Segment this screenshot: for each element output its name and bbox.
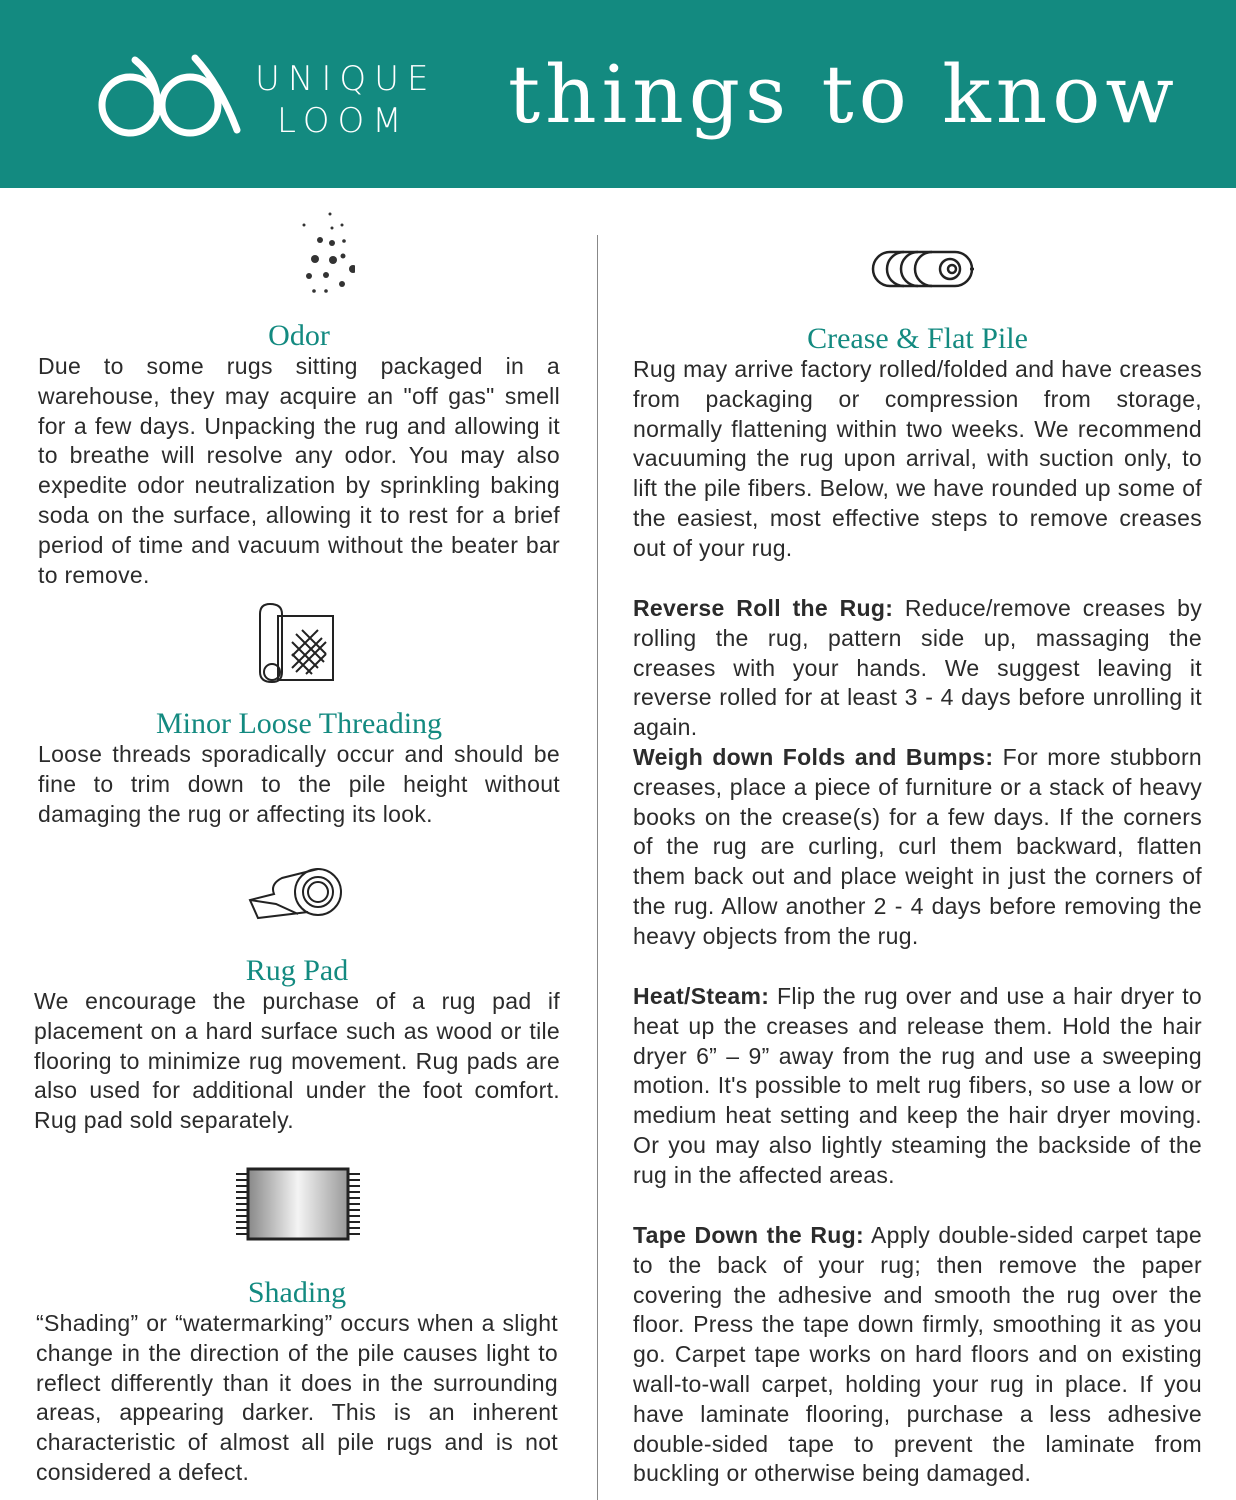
- section-shading: [36, 1277, 558, 1488]
- brand-line-1: UNIQUE: [255, 59, 437, 99]
- step-text: Flip the rug over and use a hair dryer to heat up the creases and release them. Hold the hair dryer 6” – 9” away from the rug and use a sweeping motion. It's possible to melt rug fibers, so use a low or medium heat setting and keep the hair dryer moving. Or you may also lightly steaming the backside of the rug in the affected areas.: [633, 983, 1202, 1188]
- step-text: Reduce/remove creases by rolling the rug, pattern side up, massaging the creases with your hands. We suggest leaving it reverse rolled for at least 3 - 4 days before unrolling it again.: [633, 595, 1202, 741]
- brand-line-2: LOOM: [277, 101, 410, 141]
- section-odor: [38, 320, 560, 590]
- section-text: We encourage the purchase of a rug pad if placement on a hard surface such as wood or tile flooring to minimize rug movement. Rug pads are also used for additional under the foot comfort. Rug pad sold separately.: [34, 988, 560, 1134]
- shaded-rug-icon: [234, 1166, 362, 1242]
- header-banner: [0, 0, 1236, 188]
- page-title: things to know: [508, 48, 1179, 141]
- step-text: Apply double-sided carpet tape to the back of your rug; then remove the paper covering the adhesive and smooth the rug over the floor. Press the tape down firmly, smoothing it as you go. Carpet tape works on hard floors and on existing wall-to-wall carpet, holding your rug in place. If you have laminate flooring, purchase a less adhesive double-sided tape to prevent the laminate from buckling or otherwise being damaged.: [633, 1222, 1202, 1487]
- rolled-rugs-icon: [870, 248, 976, 290]
- step-label: Reverse Roll the Rug:: [633, 595, 894, 621]
- unique-loom-logo-icon: [95, 50, 245, 140]
- step-tape-down: [633, 1221, 1202, 1489]
- section-intro: Rug may arrive factory rolled/folded and have creases from packaging or compression from storage, normally flattening within two weeks. We recommend vacuuming the rug upon arrival, with suction only, to lift the pile fibers. Below, we have rounded up some of the easiest, most effective steps to remove creases out of your rug.: [633, 356, 1202, 561]
- step-label: Tape Down the Rug:: [633, 1222, 864, 1248]
- rug-pad-roll-icon: [248, 866, 344, 922]
- rolled-rug-threads-icon: [256, 602, 336, 684]
- section-text: Due to some rugs sitting packaged in a warehouse, they may acquire an "off gas" smell for a few days. Unpacking the rug and allowing it to breathe will resolve any odor. You may also expedite odor neutralization by sprinkling baking soda on the surface, allowing it to rest for a brief period of time and vacuum without the beater bar to remove.: [38, 353, 560, 588]
- section-heading: Minor Loose Threading: [155, 707, 443, 740]
- step-text: For more stubborn creases, place a piece of furniture or a stack of heavy books on the crease(s) for a few days. If the corners of the rug are curling, curl them backward, flatten them back out and place weight in just the corners of the rug. Allow another 2 - 4 days before removing the heavy objects from the rug.: [633, 744, 1202, 949]
- section-heading: Crease & Flat Pile: [807, 322, 1028, 355]
- section-rug-pad: [34, 955, 560, 1136]
- section-heading: Shading: [247, 1276, 347, 1309]
- step-weigh-down: [633, 743, 1202, 952]
- dots-odor-icon: [280, 208, 355, 298]
- section-heading: Odor: [268, 319, 330, 352]
- section-text: Loose threads sporadically occur and should be fine to trim down to the pile height without damaging the rug or affecting its look.: [38, 741, 560, 827]
- column-divider: [597, 235, 598, 1500]
- step-heat-steam: [633, 982, 1202, 1191]
- brand-name: [255, 58, 436, 142]
- section-minor-loose-threading: [38, 708, 560, 829]
- section-text: “Shading” or “watermarking” occurs when a slight change in the direction of the pile causes light to reflect differently than it does in the surrounding areas, appearing darker. This is an inherent characteristic of almost all pile rugs and is not considered a defect.: [36, 1310, 558, 1485]
- section-crease-flat-pile: [633, 323, 1202, 564]
- step-label: Heat/Steam:: [633, 983, 770, 1009]
- step-label: Weigh down Folds and Bumps:: [633, 744, 994, 770]
- step-reverse-roll: [633, 594, 1202, 743]
- section-heading: Rug Pad: [245, 954, 349, 987]
